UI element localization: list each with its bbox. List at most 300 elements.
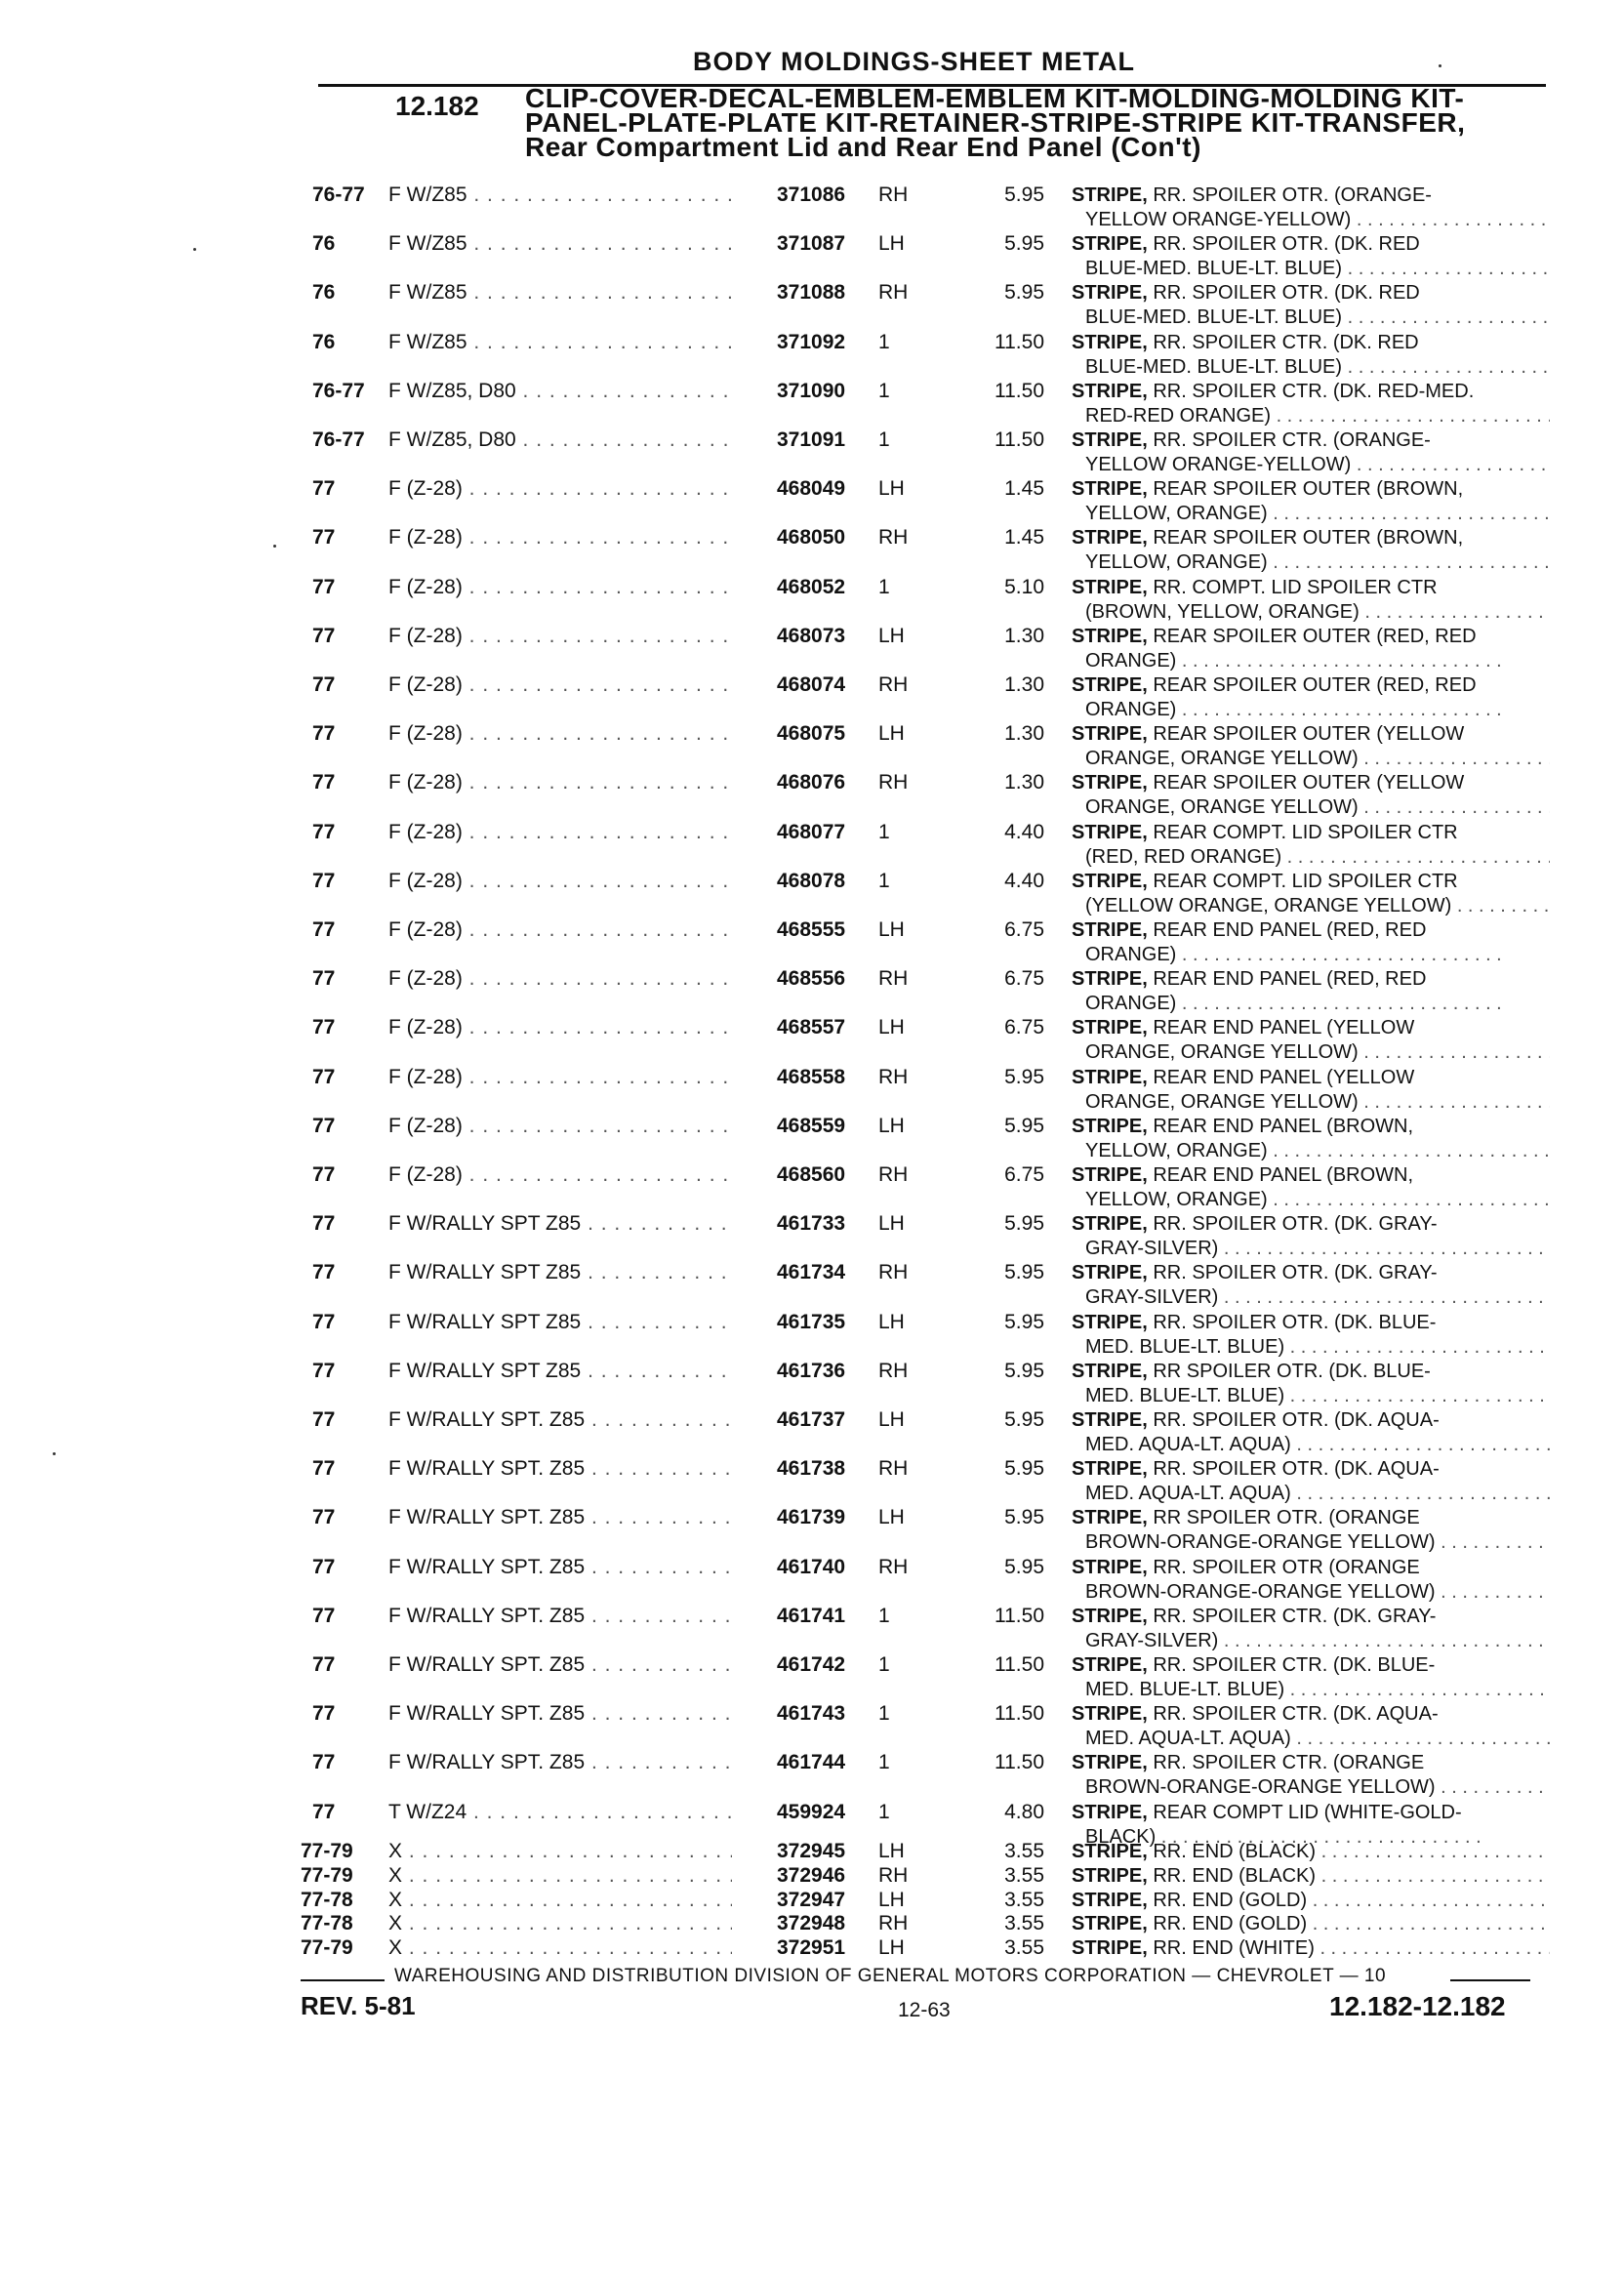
- part-row: [0, 576, 1624, 623]
- quantity: LH: [878, 1408, 905, 1431]
- vehicle-model: X . . .: [388, 1840, 732, 1863]
- section-title-line: PANEL-PLATE-PLATE KIT-RETAINER-STRIPE-STRIPE KIT-TRANSFER,: [525, 107, 1466, 138]
- part-number: 468074: [777, 673, 846, 696]
- description-line-2: BLUE-MED. BLUE-LT. BLUE) . . .: [1072, 355, 1550, 380]
- part-description: [1072, 1066, 1550, 1115]
- description-text: REAR SPOILER OUTER (YELLOW: [1147, 723, 1465, 746]
- part-description: [1072, 1889, 1550, 1913]
- vehicle-model: F (Z-28) . . .: [388, 1163, 732, 1187]
- part-number: 468558: [777, 1065, 846, 1088]
- vehicle-model: F W/RALLY SPT. Z85 . . .: [388, 1653, 732, 1677]
- unit-price: 4.80: [1004, 1800, 1044, 1823]
- vehicle-model: F (Z-28) . . .: [388, 1016, 732, 1039]
- description-keyword: STRIPE,: [1072, 1913, 1148, 1935]
- description-line-2: ORANGE, ORANGE YELLOW) . . .: [1072, 1090, 1550, 1115]
- part-row: [0, 281, 1624, 328]
- quantity: LH: [878, 1936, 905, 1960]
- description-text: RR. SPOILER OTR. (DK. GRAY-: [1147, 1262, 1438, 1284]
- description-line: [1072, 1605, 1550, 1629]
- description-keyword: STRIPE,: [1072, 870, 1148, 892]
- description-line-2: MED. BLUE-LT. BLUE) . . .: [1072, 1384, 1550, 1408]
- description-text: RR. SPOILER CTR. (DK. AQUA-: [1147, 1703, 1439, 1726]
- description-keyword: STRIPE,: [1072, 1409, 1148, 1431]
- unit-price: 6.75: [1004, 918, 1044, 941]
- description-line-2: GRAY-SILVER) . . .: [1072, 1285, 1550, 1310]
- unit-price: 1.45: [1004, 526, 1044, 550]
- part-number: 468557: [777, 1016, 846, 1039]
- description-line: [1072, 1751, 1550, 1775]
- part-row: [0, 1360, 1624, 1406]
- quantity: 1: [878, 428, 890, 451]
- description-line: [1072, 625, 1550, 649]
- part-row: [0, 1506, 1624, 1553]
- unit-price: 11.50: [995, 1653, 1044, 1676]
- vehicle-model: F (Z-28) . . .: [388, 918, 732, 942]
- quantity: RH: [878, 1261, 909, 1284]
- quantity: LH: [878, 1212, 905, 1236]
- description-line: [1072, 722, 1550, 747]
- vehicle-model: T W/Z24 . . .: [388, 1801, 732, 1824]
- vehicle-model: F W/RALLY SPT Z85 . . .: [388, 1261, 732, 1284]
- model-year: 77: [312, 575, 336, 598]
- description-keyword: STRIPE,: [1072, 282, 1148, 305]
- part-number: 468052: [777, 575, 846, 598]
- part-number: 461736: [777, 1359, 846, 1382]
- description-line: [1072, 870, 1550, 894]
- part-number: 461733: [777, 1212, 846, 1236]
- part-number: 461744: [777, 1751, 846, 1774]
- quantity: LH: [878, 1114, 905, 1137]
- quantity: 1: [878, 1800, 890, 1823]
- model-year: 76-77: [312, 183, 365, 206]
- description-keyword: STRIPE,: [1072, 1164, 1148, 1186]
- description-line: [1072, 331, 1550, 355]
- quantity: 1: [878, 330, 890, 353]
- unit-price: 3.55: [1004, 1840, 1044, 1862]
- description-text: RR. SPOILER OTR. (ORANGE-: [1147, 184, 1432, 206]
- quantity: RH: [878, 281, 909, 305]
- quantity: RH: [878, 183, 909, 206]
- model-year: 77: [312, 1702, 336, 1726]
- description-line-2: YELLOW, ORANGE) . . .: [1072, 550, 1550, 575]
- description-line: [1072, 1801, 1550, 1825]
- quantity: 1: [878, 379, 890, 402]
- model-year: 77-78: [301, 1888, 353, 1911]
- quantity: RH: [878, 1863, 909, 1887]
- description-line-2: MED. BLUE-LT. BLUE) . . .: [1072, 1335, 1550, 1360]
- vehicle-model: F W/RALLY SPT Z85 . . .: [388, 1311, 732, 1334]
- vehicle-model: F (Z-28) . . .: [388, 722, 732, 746]
- unit-price: 11.50: [995, 330, 1044, 353]
- description-text: RR. SPOILER CTR. (DK. RED-MED.: [1147, 380, 1475, 402]
- quantity: RH: [878, 1912, 909, 1935]
- description-line: [1072, 1556, 1550, 1580]
- description-line: [1072, 1066, 1550, 1090]
- description-keyword: STRIPE,: [1072, 1605, 1148, 1627]
- description-line: [1072, 1360, 1550, 1384]
- part-description: [1072, 576, 1550, 625]
- part-number: 468050: [777, 526, 846, 550]
- description-line: [1072, 428, 1550, 453]
- description-line-2: RED-RED ORANGE) . . .: [1072, 404, 1550, 428]
- quantity: RH: [878, 1163, 909, 1186]
- description-text: RR. END (GOLD): [1147, 1889, 1308, 1911]
- description-text: REAR END PANEL (BROWN,: [1147, 1164, 1414, 1186]
- part-description: [1072, 183, 1550, 232]
- unit-price: 1.30: [1004, 771, 1044, 794]
- unit-price: 11.50: [995, 1604, 1044, 1627]
- description-keyword: STRIPE,: [1072, 184, 1148, 206]
- description-text: RR. SPOILER OTR. (DK. AQUA-: [1147, 1409, 1440, 1431]
- part-number: 461742: [777, 1653, 846, 1676]
- part-row: [0, 870, 1624, 916]
- part-row: [0, 331, 1624, 378]
- quantity: LH: [878, 1506, 905, 1529]
- description-line-2: BROWN-ORANGE-ORANGE YELLOW) . . .: [1072, 1775, 1550, 1800]
- part-description: [1072, 1115, 1550, 1163]
- model-year: 77: [312, 1800, 336, 1823]
- description-line: [1072, 576, 1550, 600]
- part-description: [1072, 477, 1550, 526]
- description-keyword: STRIPE,: [1072, 1801, 1148, 1823]
- unit-price: 5.95: [1004, 1506, 1044, 1529]
- part-description: [1072, 1212, 1550, 1261]
- description-line: [1072, 526, 1550, 550]
- part-description: [1072, 1751, 1550, 1800]
- part-number: 371086: [777, 183, 846, 206]
- part-number: 461740: [777, 1555, 846, 1578]
- description-line: [1072, 232, 1550, 257]
- part-description: [1072, 1506, 1550, 1555]
- part-description: [1072, 821, 1550, 870]
- description-keyword: STRIPE,: [1072, 233, 1148, 256]
- part-number: 372951: [777, 1936, 846, 1960]
- scan-speck: [53, 1452, 56, 1455]
- description-text: RR SPOILER OTR. (ORANGE: [1147, 1507, 1420, 1529]
- model-year: 77: [312, 820, 336, 843]
- description-line-2: BLUE-MED. BLUE-LT. BLUE) . . .: [1072, 305, 1550, 330]
- description-line-2: (RED, RED ORANGE) . . .: [1072, 845, 1550, 870]
- vehicle-model: F (Z-28) . . .: [388, 477, 732, 501]
- part-number: 372947: [777, 1888, 846, 1911]
- description-text: RR. SPOILER CTR. (ORANGE: [1147, 1752, 1425, 1774]
- unit-price: 5.95: [1004, 232, 1044, 256]
- unit-price: 3.55: [1004, 1888, 1044, 1911]
- description-line: [1072, 1912, 1550, 1936]
- description-text: REAR SPOILER OUTER (BROWN,: [1147, 478, 1464, 501]
- part-description: [1072, 722, 1550, 771]
- part-number: 461737: [777, 1408, 846, 1431]
- section-number: 12.182: [395, 91, 479, 121]
- part-description: [1072, 1556, 1550, 1605]
- vehicle-model: F (Z-28) . . .: [388, 673, 732, 697]
- part-number: 461734: [777, 1261, 846, 1284]
- description-text: RR. SPOILER OTR (ORANGE: [1147, 1556, 1420, 1578]
- quantity: RH: [878, 1555, 909, 1578]
- description-text: REAR SPOILER OUTER (BROWN,: [1147, 527, 1464, 550]
- scan-speck: [273, 545, 276, 548]
- description-line: [1072, 1408, 1550, 1433]
- description-keyword: STRIPE,: [1072, 1115, 1148, 1137]
- part-description: [1072, 1457, 1550, 1506]
- vehicle-model: F W/Z85 . . .: [388, 331, 732, 354]
- footer-rule-left: [301, 1979, 385, 1981]
- description-line: [1072, 1936, 1550, 1961]
- unit-price: 5.95: [1004, 1212, 1044, 1236]
- description-line: [1072, 1840, 1550, 1864]
- model-year: 77-79: [301, 1840, 353, 1862]
- part-description: [1072, 428, 1550, 477]
- vehicle-model: F W/RALLY SPT. Z85 . . .: [388, 1751, 732, 1774]
- part-description: [1072, 232, 1550, 281]
- part-number: 468559: [777, 1114, 846, 1137]
- description-line: [1072, 1261, 1550, 1285]
- model-year: 77: [312, 1310, 336, 1333]
- part-number: 372948: [777, 1912, 846, 1935]
- part-row: [0, 1936, 1624, 1961]
- part-number: 468076: [777, 771, 846, 794]
- description-text: RR. SPOILER CTR. (DK. BLUE-: [1147, 1654, 1436, 1676]
- description-text: REAR END PANEL (RED, RED: [1147, 919, 1427, 941]
- description-keyword: STRIPE,: [1072, 1889, 1148, 1911]
- model-year: 77: [312, 771, 336, 794]
- description-line-2: ORANGE, ORANGE YELLOW) . . .: [1072, 747, 1550, 771]
- description-text: RR. COMPT. LID SPOILER CTR: [1147, 576, 1438, 598]
- part-row: [0, 1912, 1624, 1936]
- description-line: [1072, 1506, 1550, 1530]
- description-keyword: STRIPE,: [1072, 625, 1148, 647]
- description-line: [1072, 281, 1550, 305]
- part-description: [1072, 331, 1550, 380]
- description-line: [1072, 918, 1550, 943]
- quantity: LH: [878, 722, 905, 746]
- description-line: [1072, 1163, 1550, 1188]
- unit-price: 5.95: [1004, 1065, 1044, 1088]
- description-keyword: STRIPE,: [1072, 1864, 1148, 1887]
- description-line-2: YELLOW, ORANGE) . . .: [1072, 1139, 1550, 1163]
- description-keyword: STRIPE,: [1072, 772, 1148, 794]
- footer-text: WAREHOUSING AND DISTRIBUTION DIVISION OF GENERAL MOTORS CORPORATION — CHEVROLET — 10: [394, 1966, 1387, 1986]
- part-number: 461739: [777, 1506, 846, 1529]
- revision: REV. 5-81: [301, 1991, 416, 2020]
- model-year: 77: [312, 1604, 336, 1627]
- description-keyword: STRIPE,: [1072, 1262, 1148, 1284]
- description-line-2: MED. AQUA-LT. AQUA) . . .: [1072, 1482, 1550, 1506]
- part-number: 371087: [777, 232, 846, 256]
- quantity: 1: [878, 1751, 890, 1774]
- part-row: [0, 380, 1624, 427]
- part-description: [1072, 1912, 1550, 1936]
- unit-price: 3.55: [1004, 1912, 1044, 1935]
- description-keyword: STRIPE,: [1072, 1654, 1148, 1676]
- unit-price: 11.50: [995, 1751, 1044, 1774]
- description-text: REAR SPOILER OUTER (RED, RED: [1147, 674, 1477, 696]
- quantity: LH: [878, 1016, 905, 1039]
- vehicle-model: F W/RALLY SPT. Z85 . . .: [388, 1702, 732, 1726]
- part-description: [1072, 1702, 1550, 1751]
- part-row: [0, 1605, 1624, 1651]
- part-description: [1072, 1864, 1550, 1889]
- part-row: [0, 722, 1624, 769]
- description-text: RR SPOILER OTR. (DK. BLUE-: [1147, 1360, 1431, 1382]
- part-row: [0, 1212, 1624, 1259]
- model-year: 76: [312, 232, 336, 256]
- part-row: [0, 1408, 1624, 1455]
- description-line: [1072, 1016, 1550, 1040]
- part-description: [1072, 1840, 1550, 1864]
- part-number: 461735: [777, 1310, 846, 1333]
- description-text: RR. SPOILER OTR. (DK. BLUE-: [1147, 1311, 1437, 1333]
- unit-price: 11.50: [995, 379, 1044, 402]
- description-keyword: STRIPE,: [1072, 821, 1148, 843]
- vehicle-model: F W/RALLY SPT. Z85 . . .: [388, 1556, 732, 1579]
- quantity: 1: [878, 820, 890, 843]
- description-keyword: STRIPE,: [1072, 478, 1148, 501]
- section-range: 12.182-12.182: [1329, 1991, 1506, 2021]
- part-number: 468556: [777, 967, 846, 991]
- unit-price: 5.95: [1004, 1261, 1044, 1284]
- unit-price: 1.30: [1004, 722, 1044, 746]
- model-year: 76: [312, 281, 336, 305]
- description-text: RR. END (BLACK): [1147, 1864, 1317, 1887]
- vehicle-model: X . . .: [388, 1889, 732, 1912]
- description-keyword: STRIPE,: [1072, 429, 1148, 451]
- quantity: 1: [878, 1604, 890, 1627]
- model-year: 77: [312, 1359, 336, 1382]
- description-keyword: STRIPE,: [1072, 527, 1148, 550]
- model-year: 77: [312, 1163, 336, 1186]
- model-year: 77: [312, 1751, 336, 1774]
- model-year: 77: [312, 1065, 336, 1088]
- description-line-2: ORANGE, ORANGE YELLOW) . . .: [1072, 795, 1550, 820]
- section-title-line: Rear Compartment Lid and Rear End Panel (Con't): [525, 132, 1201, 162]
- description-text: REAR END PANEL (YELLOW: [1147, 1066, 1415, 1088]
- model-year: 77: [312, 477, 336, 501]
- description-keyword: STRIPE,: [1072, 674, 1148, 696]
- vehicle-model: F W/RALLY SPT. Z85 . . .: [388, 1408, 732, 1432]
- model-year: 77: [312, 673, 336, 696]
- unit-price: 5.95: [1004, 1359, 1044, 1382]
- description-text: REAR END PANEL (RED, RED: [1147, 968, 1427, 991]
- part-row: [0, 967, 1624, 1014]
- model-year: 77: [312, 1114, 336, 1137]
- vehicle-model: F (Z-28) . . .: [388, 870, 732, 893]
- part-description: [1072, 1605, 1550, 1653]
- description-keyword: STRIPE,: [1072, 380, 1148, 402]
- vehicle-model: F (Z-28) . . .: [388, 967, 732, 991]
- description-keyword: STRIPE,: [1072, 723, 1148, 746]
- unit-price: 4.40: [1004, 869, 1044, 892]
- description-line-2: (BROWN, YELLOW, ORANGE) . . .: [1072, 600, 1550, 625]
- unit-price: 5.95: [1004, 1408, 1044, 1431]
- part-row: [0, 1311, 1624, 1358]
- description-text: RR. END (WHITE): [1147, 1937, 1315, 1960]
- unit-price: 6.75: [1004, 967, 1044, 991]
- description-text: RR. SPOILER CTR. (ORANGE-: [1147, 429, 1431, 451]
- vehicle-model: F W/RALLY SPT. Z85 . . .: [388, 1457, 732, 1481]
- model-year: 77: [312, 1212, 336, 1236]
- model-year: 76-77: [312, 428, 365, 451]
- part-row: [0, 183, 1624, 230]
- part-number: 461743: [777, 1702, 846, 1726]
- part-description: [1072, 1653, 1550, 1702]
- unit-price: 5.95: [1004, 1114, 1044, 1137]
- part-row: [0, 1115, 1624, 1161]
- description-line: [1072, 967, 1550, 992]
- part-description: [1072, 1311, 1550, 1360]
- part-row: [0, 1702, 1624, 1749]
- description-line-2: BLUE-MED. BLUE-LT. BLUE) . . .: [1072, 257, 1550, 281]
- unit-price: 6.75: [1004, 1163, 1044, 1186]
- description-text: REAR SPOILER OUTER (RED, RED: [1147, 625, 1477, 647]
- quantity: LH: [878, 1310, 905, 1333]
- part-row: [0, 673, 1624, 720]
- description-line-2: BLACK) . . .: [1072, 1825, 1550, 1850]
- part-number: 468075: [777, 722, 846, 746]
- description-keyword: STRIPE,: [1072, 1017, 1148, 1039]
- quantity: 1: [878, 1702, 890, 1726]
- part-description: [1072, 870, 1550, 918]
- part-description: [1072, 380, 1550, 428]
- part-number: 372945: [777, 1840, 846, 1862]
- part-row: [0, 428, 1624, 475]
- description-line-2: ORANGE, ORANGE YELLOW) . . .: [1072, 1040, 1550, 1065]
- vehicle-model: F W/RALLY SPT Z85 . . .: [388, 1212, 732, 1236]
- quantity: 1: [878, 575, 890, 598]
- description-text: RR. SPOILER OTR. (DK. GRAY-: [1147, 1213, 1438, 1236]
- description-line-2: MED. AQUA-LT. AQUA) . . .: [1072, 1727, 1550, 1751]
- unit-price: 5.95: [1004, 183, 1044, 206]
- vehicle-model: X . . .: [388, 1912, 732, 1935]
- part-description: [1072, 918, 1550, 967]
- part-description: [1072, 1936, 1550, 1961]
- unit-price: 5.95: [1004, 1310, 1044, 1333]
- section-title-line: CLIP-COVER-DECAL-EMBLEM-EMBLEM KIT-MOLDING-MOLDING KIT-: [525, 83, 1465, 113]
- model-year: 77: [312, 1555, 336, 1578]
- description-line: [1072, 183, 1550, 208]
- part-number: 371090: [777, 379, 846, 402]
- part-row: [0, 1653, 1624, 1700]
- vehicle-model: F W/RALLY SPT Z85 . . .: [388, 1360, 732, 1383]
- description-keyword: STRIPE,: [1072, 919, 1148, 941]
- description-line: [1072, 673, 1550, 698]
- description-keyword: STRIPE,: [1072, 331, 1148, 353]
- description-text: RR. SPOILER OTR. (DK. RED: [1147, 282, 1420, 305]
- model-year: 76: [312, 330, 336, 353]
- description-line-2: ORANGE) . . .: [1072, 992, 1550, 1016]
- part-number: 372946: [777, 1863, 846, 1887]
- description-keyword: STRIPE,: [1072, 1311, 1148, 1333]
- description-line: [1072, 1115, 1550, 1139]
- vehicle-model: F (Z-28) . . .: [388, 821, 732, 844]
- part-description: [1072, 673, 1550, 722]
- part-number: 461738: [777, 1457, 846, 1481]
- page-header-title: BODY MOLDINGS-SHEET METAL: [693, 47, 1136, 76]
- description-line: [1072, 1702, 1550, 1727]
- part-row: [0, 771, 1624, 818]
- part-row: [0, 526, 1624, 573]
- description-keyword: STRIPE,: [1072, 1507, 1148, 1529]
- model-year: 77-79: [301, 1863, 353, 1887]
- description-text: RR. END (GOLD): [1147, 1913, 1308, 1935]
- vehicle-model: F (Z-28) . . .: [388, 526, 732, 550]
- part-description: [1072, 1408, 1550, 1457]
- model-year: 77-79: [301, 1936, 353, 1960]
- unit-price: 1.30: [1004, 624, 1044, 647]
- description-text: REAR END PANEL (BROWN,: [1147, 1115, 1414, 1137]
- part-description: [1072, 625, 1550, 673]
- footer-rule-right: [1450, 1979, 1530, 1981]
